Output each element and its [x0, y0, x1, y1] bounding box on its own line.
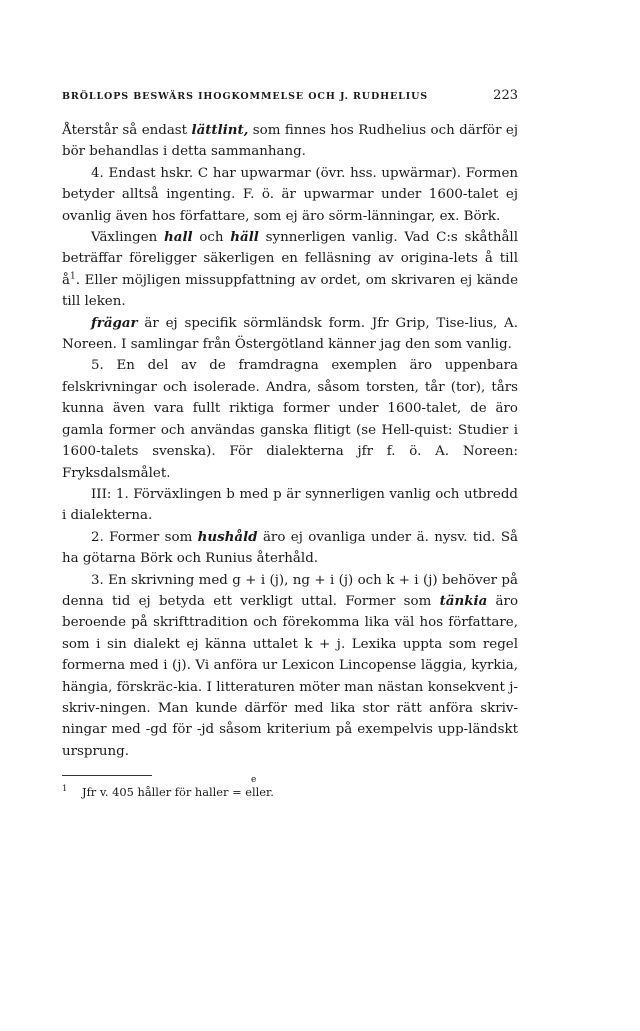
- paragraph-7: 2. Former som hushåld äro ej ovanliga under ä. nysv. tid. Så ha götarna Börk och Runius återhåld.: [62, 528, 518, 567]
- running-header: [62, 88, 518, 103]
- running-title: BRÖLLOPS BESWÄRS IHOGKOMMELSE OCH J. RUDHELIUS: [62, 91, 429, 102]
- footnote-marker: 1: [62, 784, 68, 795]
- paragraph-4: frägar är ej specifik sörmländsk form. Jfr Grip, Tise-lius, A. Noreen. I samlingar från Östergötland känner jag den som vanlig.: [62, 314, 518, 353]
- emphasis-fragar: frägar: [91, 314, 138, 331]
- paragraph-6: III: 1. Förväxlingen b med p är synnerligen vanlig och utbredd i dialekterna.: [62, 486, 518, 524]
- paragraph-2: 4. Endast hskr. C har upwarmar (övr. hss. upwärmar). Formen betyder alltså ingenting. F. ö. är upwarmar under 1600-talet ej ovanlig även hos författare, som ej äro sörm-länningar, ex. Börk.: [62, 165, 518, 224]
- footnote-text: Jfr v. 405 håller för haller = eller.: [82, 785, 274, 800]
- emphasis-hall: hall: [164, 229, 193, 246]
- footnote: [62, 775, 518, 800]
- emphasis-tankia: tänkia: [439, 592, 488, 609]
- paragraph-5: 5. En del av de framdragna exemplen äro uppenbara felskrivningar och isolerade. Andra, såsom torsten, tår (tor), tårs kunna även vara fullt riktiga former under 1600-talet, de äro gamla former och användas ganska flitigt (se Hell-quist: Studier i 1600-talets svenska). För dialekterna jfr f. ö. A. Noreen: Fryksdalsmålet.: [62, 358, 518, 481]
- footnote-divider: [62, 775, 152, 776]
- paragraph-3: Växlingen hall och häll synnerligen vanlig. Vad C:s skåthåll beträffar föreligger säkerligen en felläsning av origina-lets å till $å^1$. Eller möjligen missuppfattning av ordet, om skrivaren ej kände till leken.: [62, 229, 518, 310]
- paragraph-1: Återstår så endast lättlint, som finnes hos Rudhelius och därför ej bör behandlas i detta sammanhang.: [62, 122, 518, 160]
- body-text: [62, 120, 518, 762]
- emphasis-lattlint: lättlint,: [191, 122, 249, 138]
- footnote-overmark: e: [251, 775, 257, 786]
- document-page: [62, 88, 518, 800]
- footnote-ref: 1: [69, 271, 76, 282]
- page-number: 223: [493, 88, 518, 103]
- paragraph-8: 3. En skrivning med g + i (j), ng + i (j) och k + i (j) behöver på denna tid ej betyda ett verkligt uttal. Former som tänkia äro beroende på skrifttradition och förekomma lika väl hos författare, som i sin dialekt ej känna uttalet k + j. Lexika uppta som regel formerna med i (j). Vi anföra ur Lexicon Lincopense läggia, kyrkia, hängia, förskräc-kia. I litteraturen möter man nästan konsekvent j-skriv-ningen. Man kunde därför med lika stor rätt anföra skriv-ningar med -gd för -jd såsom kriterium på exempelvis upp-ländskt ursprung.: [62, 572, 519, 759]
- emphasis-hushald: hushåld: [197, 528, 258, 545]
- emphasis-hall-2: häll: [230, 229, 259, 246]
